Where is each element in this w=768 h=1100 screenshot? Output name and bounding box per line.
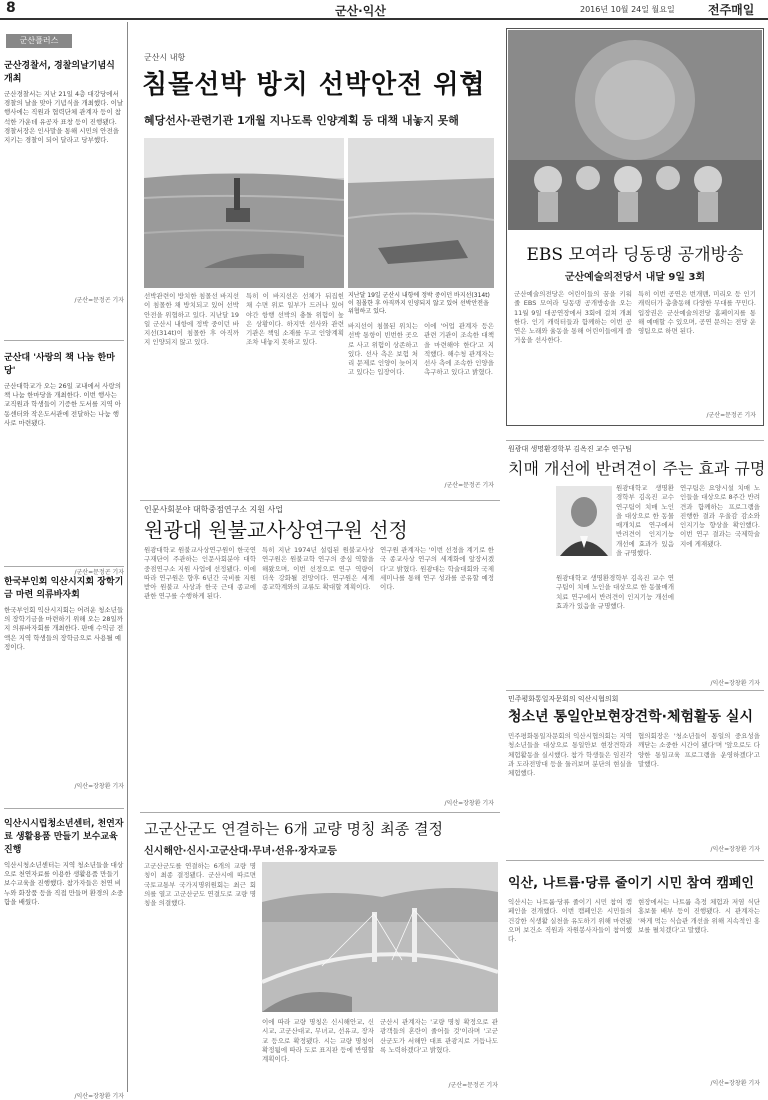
art5-photo bbox=[262, 862, 498, 1012]
art3-headline: 치매 개선에 반려견이 주는 효과 규명 bbox=[508, 459, 766, 478]
brief-body: 한국부인회 익산시지회는 어려운 청소년들의 장학기금을 마련하기 위해 오는 28일까지 의류바자회를 개최한다. 판매 수익금 전액은 지역 학생들의 장학금으로 사용될 예정이다. bbox=[4, 606, 124, 651]
art5-body-col3: 군산시 관계자는 '교량 명칭 확정으로 관광객들의 혼란이 줄어들 것'이라며 '고군산군도가 서해안 대표 관광지로 거듭나도록 노력하겠다'고 밝혔다. bbox=[380, 1018, 498, 1054]
divider bbox=[506, 440, 764, 441]
art3-byline: /익산=장창환 기자 bbox=[710, 680, 760, 687]
art2-byline: /익산=장창환 기자 bbox=[444, 800, 494, 807]
art3-body-col3: 원광대학교 생명환경학부 김옥진 교수 연구팀이 치매 노인을 대상으로 한 동물매개치료 연구에서 반려견이 인지기능 개선에 효과가 있음을 규명했다. bbox=[556, 574, 674, 610]
art1-body-col2: 특히 이 바지선은 선체가 뒤집힌 채 수면 위로 일부가 드러나 있어 야간 항행 선박의 충돌 위험이 높은 상황이다. 하지만 선사와 관련기관은 책임 소재를 두고 인양계획조차 내놓지 못하고 있다. bbox=[246, 292, 344, 347]
section-logo: 군산플러스 bbox=[6, 34, 72, 48]
ebs-body-col1: 군산예술의전당은 어린이들의 꿈을 키워줄 EBS 모여라 딩동댕 공개방송을 오는 11월 9일 대공연장에서 3회에 걸쳐 개최한다. 인기 캐릭터들과 함께하는 이번 공연은 노래와 율동을 통해 어린이들에게 즐거움을 선사한다. bbox=[514, 290, 632, 345]
art6-headline: 익산, 나트륨·당류 줄이기 시민 참여 캠페인 bbox=[508, 876, 754, 891]
art3-kicker: 원광대 생명환경학부 김옥진 교수 연구팀 bbox=[508, 445, 632, 453]
header-rule bbox=[0, 18, 768, 20]
brief-title: 군산경찰서, 경찰의날기념식 개최 bbox=[4, 61, 115, 84]
art4-body-col1: 민주평화통일자문회의 익산시협의회는 지역 청소년들을 대상으로 통일안보 현장견학과 체험활동을 실시했다. 참가 학생들은 임진각과 도라전망대 등을 둘러보며 분단의 현실을 체험했다. bbox=[508, 732, 632, 778]
brief-byline: /군산=문정곤 기자 bbox=[74, 297, 124, 304]
divider bbox=[4, 340, 124, 341]
portrait-photo bbox=[556, 486, 612, 556]
brief-2 bbox=[4, 350, 124, 576]
brief-title: 한국부인회 익산시지회 장학기금 마련 의류바자회 bbox=[4, 577, 124, 600]
art1-body-col4: 이에 '어업 관계자 등은 관련 기관이 조속한 대책을 마련해야 한다'고 지적했다. 해수청 관계자는 선사 측에 조속한 인양을 촉구하고 있다고 밝혔다. bbox=[424, 322, 494, 377]
masthead: 전주매일 bbox=[708, 3, 755, 17]
divider bbox=[140, 500, 500, 501]
brief-title: 군산대 '사랑의 책 나눔 한마당' bbox=[4, 353, 115, 376]
art1-caption: 지난달 19일 군산시 내항에 정박 중이던 바지선(314t)이 침몰한 후 아직까지 인양되지 않고 있어 선박안전을 위협하고 있다. bbox=[348, 292, 490, 315]
bridge-photo bbox=[262, 862, 498, 1012]
art5-byline: /군산=문정곤 기자 bbox=[448, 1082, 498, 1089]
art1-photo bbox=[144, 138, 344, 288]
divider bbox=[140, 812, 500, 813]
stage-photo bbox=[508, 30, 762, 230]
art6-body-col1: 익산시는 나트륨·당류 줄이기 시민 참여 캠페인을 전개했다. 이번 캠페인은 시민들의 건강한 식생활 실천을 유도하기 위해 마련됐으며 보건소 직원과 자원봉사자들이 참여했다. bbox=[508, 898, 632, 944]
ebs-photo bbox=[508, 30, 762, 230]
art2-body-col2: 특히 지난 1974년 설립된 원불교사상연구원은 원불교학 연구의 중심 역할을 해왔으며, 이번 선정으로 연구 역량이 더욱 강화될 전망이다. 연구원은 세계 종교학계와의 교류도 확대할 계획이다. bbox=[262, 546, 374, 592]
art2-headline: 원광대 원불교사상연구원 선정 bbox=[144, 518, 408, 542]
art4-kicker: 민주평화통일자문회의 익산시협의회 bbox=[508, 695, 619, 703]
brief-3 bbox=[4, 574, 124, 790]
column-divider bbox=[127, 22, 128, 1092]
art5-body-col2: 이에 따라 교량 명칭은 신시해안교, 신시교, 고군산대교, 무녀교, 선유교, 장자교 등으로 확정됐다. 시는 교량 명칭이 확정됨에 따라 도로 표지판 등에 반영할 계획이다. bbox=[262, 1018, 374, 1064]
brief-body: 군산대학교가 오는 26일 교내에서 사랑의 책 나눔 한마당을 개최한다. 이번 행사는 교직원과 학생들이 기증한 도서를 지역 아동센터와 작은도서관에 전달하는 나눔 행사로 마련됐다. bbox=[4, 382, 122, 427]
art3-body-col1: 원광대학교 생명환경학부 김옥진 교수 연구팀이 치매 노인을 대상으로 한 동물매개치료 연구에서 반려견이 인지기능 개선에 효과가 있음을 규명했다. bbox=[616, 484, 674, 558]
art5-headline: 고군산군도 연결하는 6개 교량 명칭 최종 결정 bbox=[144, 820, 443, 838]
brief-1 bbox=[4, 58, 124, 304]
divider bbox=[506, 860, 764, 861]
ebs-byline: /군산=문정곤 기자 bbox=[706, 412, 756, 419]
art3-body-col2: 연구팀은 요양시설 치매 노인들을 대상으로 8주간 반려견과 함께하는 프로그램을 진행한 결과 우울감 감소와 인지기능 향상을 확인했다. 이번 연구 결과는 국제학술지에 게재됐다. bbox=[680, 484, 760, 548]
section-title: 군산·익산 bbox=[335, 4, 386, 18]
art3-portrait bbox=[556, 486, 612, 556]
brief-title: 익산시시립청소년센터, 천연자료 생활용품 만들기 보수교육 진행 bbox=[4, 819, 124, 855]
divider bbox=[4, 808, 124, 809]
ebs-body-col2: 특히 이번 공연은 번개맨, 미리오 등 인기 캐릭터가 총출동해 다양한 무대를 꾸민다. 입장권은 군산예술의전당 홈페이지를 통해 예매할 수 있으며, 공연 문의는 전당 운영팀으로 하면 된다. bbox=[638, 290, 756, 336]
brief-4 bbox=[4, 816, 124, 1100]
vessel-photo bbox=[348, 138, 494, 288]
art2-body-col3: 연구원 관계자는 '이번 선정을 계기로 한국 종교사상 연구의 세계화에 앞장서겠다'고 밝혔다. 원광대는 학술대회와 국제 세미나를 통해 연구 성과를 공유할 예정이다. bbox=[380, 546, 494, 592]
art6-body-col2: 현장에서는 나트륨 측정 체험과 저염 식단 홍보물 배부 등이 진행됐다. 시 관계자는 '짜게 먹는 식습관 개선을 위해 지속적인 홍보를 펼치겠다'고 말했다. bbox=[638, 898, 760, 934]
page-number: 8 bbox=[6, 0, 16, 16]
divider bbox=[506, 690, 764, 691]
brief-byline: /군산=문정곤 기자 bbox=[74, 569, 124, 576]
art5-subhead: 신시해안·신시·고군산대·무녀·선유·장자교등 bbox=[144, 846, 337, 857]
ebs-headline: EBS 모여라 딩동댕 공개방송 bbox=[526, 245, 744, 265]
harbor-photo bbox=[144, 138, 344, 288]
art4-headline: 청소년 통일안보현장견학·체험활동 실시 bbox=[508, 709, 753, 725]
art4-body-col2: 협의회장은 '청소년들이 통일의 중요성을 깨닫는 소중한 시간이 됐다'며 '앞으로도 다양한 통일교육 프로그램을 운영하겠다'고 말했다. bbox=[638, 732, 760, 768]
brief-body: 군산경찰서는 지난 21일 4층 대강당에서 경찰의 날을 맞아 기념식을 개최했다. 이날 행사에는 직원과 협력단체 관계자 등이 참석한 가운데 유공자 표창 등이 진행됐다. 경찰서장은 인사말을 통해 시민의 안전을 지키는 경찰이 되어 달라고 당부했다. bbox=[4, 90, 124, 145]
art2-body-col1: 원광대학교 원불교사상연구원이 한국연구재단이 주관하는 인문사회분야 대학중점연구소 지원 사업에 선정됐다. 이에 따라 연구원은 향후 6년간 국비를 지원받아 원불교 사상과 한국 근대 종교에 관한 연구를 수행하게 된다. bbox=[144, 546, 256, 601]
art1-body-col3: 바지선이 침몰된 위치는 선박 통항이 빈번한 곳으로 사고 위험이 상존하고 있다. 선사 측은 보험 처리 문제로 인양이 늦어지고 있다는 입장이다. bbox=[348, 322, 418, 377]
brief-body: 익산시청소년센터는 지역 청소년들을 대상으로 천연자료를 이용한 생활용품 만들기 보수교육을 진행했다. 참가자들은 천연 비누와 화장품 등을 직접 만들며 환경의 소중함을 배웠다. bbox=[4, 861, 124, 906]
art4-byline: /익산=장창환 기자 bbox=[710, 846, 760, 853]
art1-subhead: 혜당선사·관련기관 1개월 지나도록 인양계획 등 대책 내놓지 못해 bbox=[144, 114, 459, 127]
art5-body-col1: 고군산군도를 연결하는 6개의 교량 명칭이 최종 결정됐다. 군산시에 따르면 국토교통부 국가지명위원회는 최근 회의를 열고 고군산군도 연결도로 교량 명칭을 의결했다. bbox=[144, 862, 256, 908]
dateline: 2016년 10월 24일 월요일 bbox=[580, 5, 675, 14]
art1-kicker: 군산시 내항 bbox=[144, 53, 186, 62]
divider bbox=[4, 566, 124, 567]
art6-byline: /익산=장창환 기자 bbox=[710, 1080, 760, 1087]
brief-byline: /익산=장창환 기자 bbox=[74, 783, 124, 790]
ebs-subhead: 군산예술의전당서 내달 9일 3회 bbox=[564, 272, 706, 283]
art1-byline: /군산=문정곤 기자 bbox=[444, 482, 494, 489]
art1-photo-2 bbox=[348, 138, 494, 288]
art1-body-col1: 선박관련이 방치한 침몰선 바지선이 침몰한 채 방치되고 있어 선박 안전을 위협하고 있다. 지난달 19일 군산시 내항에 정박 중이던 바지선(314t)이 침몰한 후 아직까지 인양되지 않고 있다. bbox=[144, 292, 239, 347]
brief-byline: /익산=장창환 기자 bbox=[74, 1093, 124, 1100]
art2-kicker: 인문사회분야 대학중점연구소 지원 사업 bbox=[144, 505, 284, 514]
art1-headline: 침몰선박 방치 선박안전 위협 bbox=[142, 70, 486, 100]
